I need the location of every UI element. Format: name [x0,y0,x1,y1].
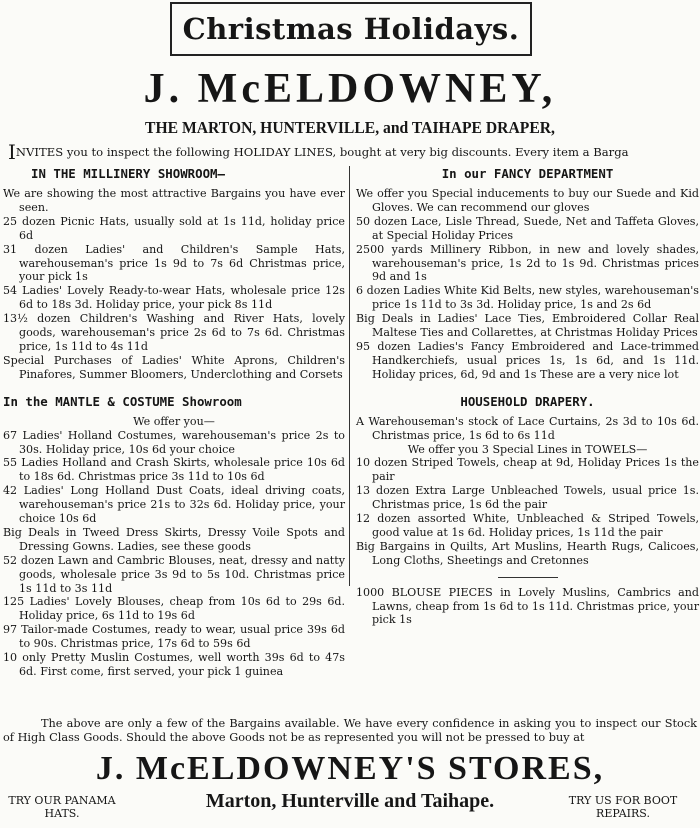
millinery-heading: IN THE MILLINERY SHOWROOM— [31,166,225,181]
panama-line-2: HATS. [44,807,80,820]
closing-text: The above are only a few of the Bargains available. We have every confidence in asking you to inspect our Stock of High Class Goods. Should the above Goods not be as represented you will not be pressed to buy at [3,717,697,744]
right-column [356,162,699,627]
millinery-item: 13½ dozen Children's Washing and River Hats, lovely goods, warehouseman's price 2s 6d to 7s 6d. Christmas price, 1s 11d to 4s 11d [3,312,345,353]
mantle-item: 42 Ladies' Long Holland Dust Coats, ideal driving coats, warehouseman's price 21s to 32s 6d. Holiday price, your choice 10s 6d [3,484,345,526]
boot-repairs-note [548,794,698,820]
mantle-lead: We offer you— [133,414,215,428]
merchant-name: J. McELDOWNEY, [143,66,557,112]
section-rule [498,577,558,578]
millinery-item: 31 dozen Ladies' and Children's Sample Hats, warehouseman's price 1s 9d to 7s 6d Christmas price, your pick 1s [3,242,345,284]
panama-hats-note [2,794,122,820]
mantle-heading: In the MANTLE & COSTUME Showroom [3,393,242,409]
fancy-heading: In our FANCY DEPARTMENT [441,166,614,181]
household-heading: HOUSEHOLD DRAPERY. [460,393,595,409]
fancy-item: Big Deals in Ladies' Lace Ties, Embroidered Collar Real Maltese Ties and Collarettes, at Christmas Holiday Prices [356,312,699,340]
fancy-item: 6 dozen Ladies White Kid Belts, new styles, warehouseman's price 1s 11d to 3s 3d. Holiday price, 1s and 2s 6d [356,284,699,312]
mantle-item: 125 Ladies' Lovely Blouses, cheap from 10s 6d to 29s 6d. Holiday price, 6s 11d to 19s 6d [3,595,345,623]
blouse-pieces-item: 1000 BLOUSE PIECES in Lovely Muslins, Cambrics and Lawns, cheap from 1s 6d to 1s 11d. Christmas price, your pick 1s [356,585,699,627]
column-divider [349,166,350,586]
household-item: 13 dozen Extra Large Unbleached Towels, usual price 1s. Christmas price, 1s 6d the pair [356,484,699,512]
towels-lead: We offer you 3 Special Lines in TOWELS— [407,442,648,456]
towns-line: THE MARTON, HUNTERVILLE, and TAIHAPE DRAPER, [145,118,555,137]
headline: Christmas Holidays. [182,12,520,46]
store-name: J. McELDOWNEY'S STORES, [95,750,605,787]
mantle-item: 52 dozen Lawn and Cambric Blouses, neat, dressy and natty goods, wholesale price 3s 9d to 5s 10d. Christmas price 1s 11d to 3s 11d [3,553,345,595]
headline-box [170,2,532,56]
mantle-item: 97 Tailor-made Costumes, ready to wear, usual price 39s 6d to 90s. Christmas price, 17s 6d to 59s 6d [3,623,345,651]
household-item: A Warehouseman's stock of Lace Curtains, 2s 3d to 10s 6d. Christmas price, 1s 6d to 6s 11d [356,414,699,442]
left-column [3,162,345,679]
millinery-item: 25 dozen Picnic Hats, usually sold at 1s 11d, holiday price 6d [3,214,345,242]
fancy-item: 2500 yards Millinery Ribbon, in new and lovely shades, warehouseman's price, 1s 2d to 1s 9d. Christmas prices 9d and 1s [356,242,699,284]
millinery-item: 54 Ladies' Lovely Ready-to-wear Hats, wholesale price 12s 6d to 18s 3d. Holiday price, your pick 8s 11d [3,284,345,312]
closing-paragraph [3,717,697,745]
fancy-item: 50 dozen Lace, Lisle Thread, Suede, Net and Taffeta Gloves, at Special Holiday Prices [356,214,699,242]
panama-line-1: TRY OUR PANAMA [8,794,116,807]
mantle-item: 10 only Pretty Muslin Costumes, well worth 39s 6d to 47s 6d. First come, first served, your pick 1 guinea [3,651,345,678]
boot-line-1: TRY US FOR BOOT [568,794,678,807]
intro-text: NVITES you to inspect the following HOLIDAY LINES, bought at very big discounts. Every item a Barga [15,145,629,159]
millinery-lead: We are showing the most attractive Bargains you have ever seen. [3,187,345,214]
mantle-item: Big Deals in Tweed Dress Skirts, Dressy Voile Spots and Dressing Gowns. Ladies, see these goods [3,525,345,553]
fancy-item: 95 dozen Ladies's Fancy Embroidered and Lace-trimmed Handkerchiefs, usual prices 1s, 1s 6d, and 1s 11d. Holiday prices, 6d, 9d and 1s These are a very nice lot [356,339,699,381]
mantle-item: 67 Ladies' Holland Costumes, warehouseman's price 2s to 30s. Holiday price, 10s 6d your choice [3,428,345,456]
household-item: Big Bargains in Quilts, Art Muslins, Hearth Rugs, Calicoes, Long Cloths, Sheetings and Cretonnes [356,539,699,567]
household-item: 12 dozen assorted White, Unbleached & Striped Towels, good value at 1s 6d. Holiday prices, 1s 11d the pair [356,512,699,539]
intro-dropcap: I [8,140,16,164]
footer-towns: Marton, Hunterville and Taihape. [205,790,495,812]
mantle-item: 55 Ladies Holland and Crash Skirts, wholesale price 10s 6d to 18s 6d. Christmas price 3s 11d to 10s 6d [3,456,345,484]
household-item: 10 dozen Striped Towels, cheap at 9d, Holiday Prices 1s the pair [356,456,699,484]
millinery-item: Special Purchases of Ladies' White Aprons, Children's Pinafores, Summer Bloomers, Underclothing and Corsets [3,353,345,381]
boot-line-2: REPAIRS. [596,807,650,820]
fancy-item: We offer you Special inducements to buy our Suede and Kid Gloves. We can recommend our gloves [356,187,699,214]
intro-line [8,140,698,164]
